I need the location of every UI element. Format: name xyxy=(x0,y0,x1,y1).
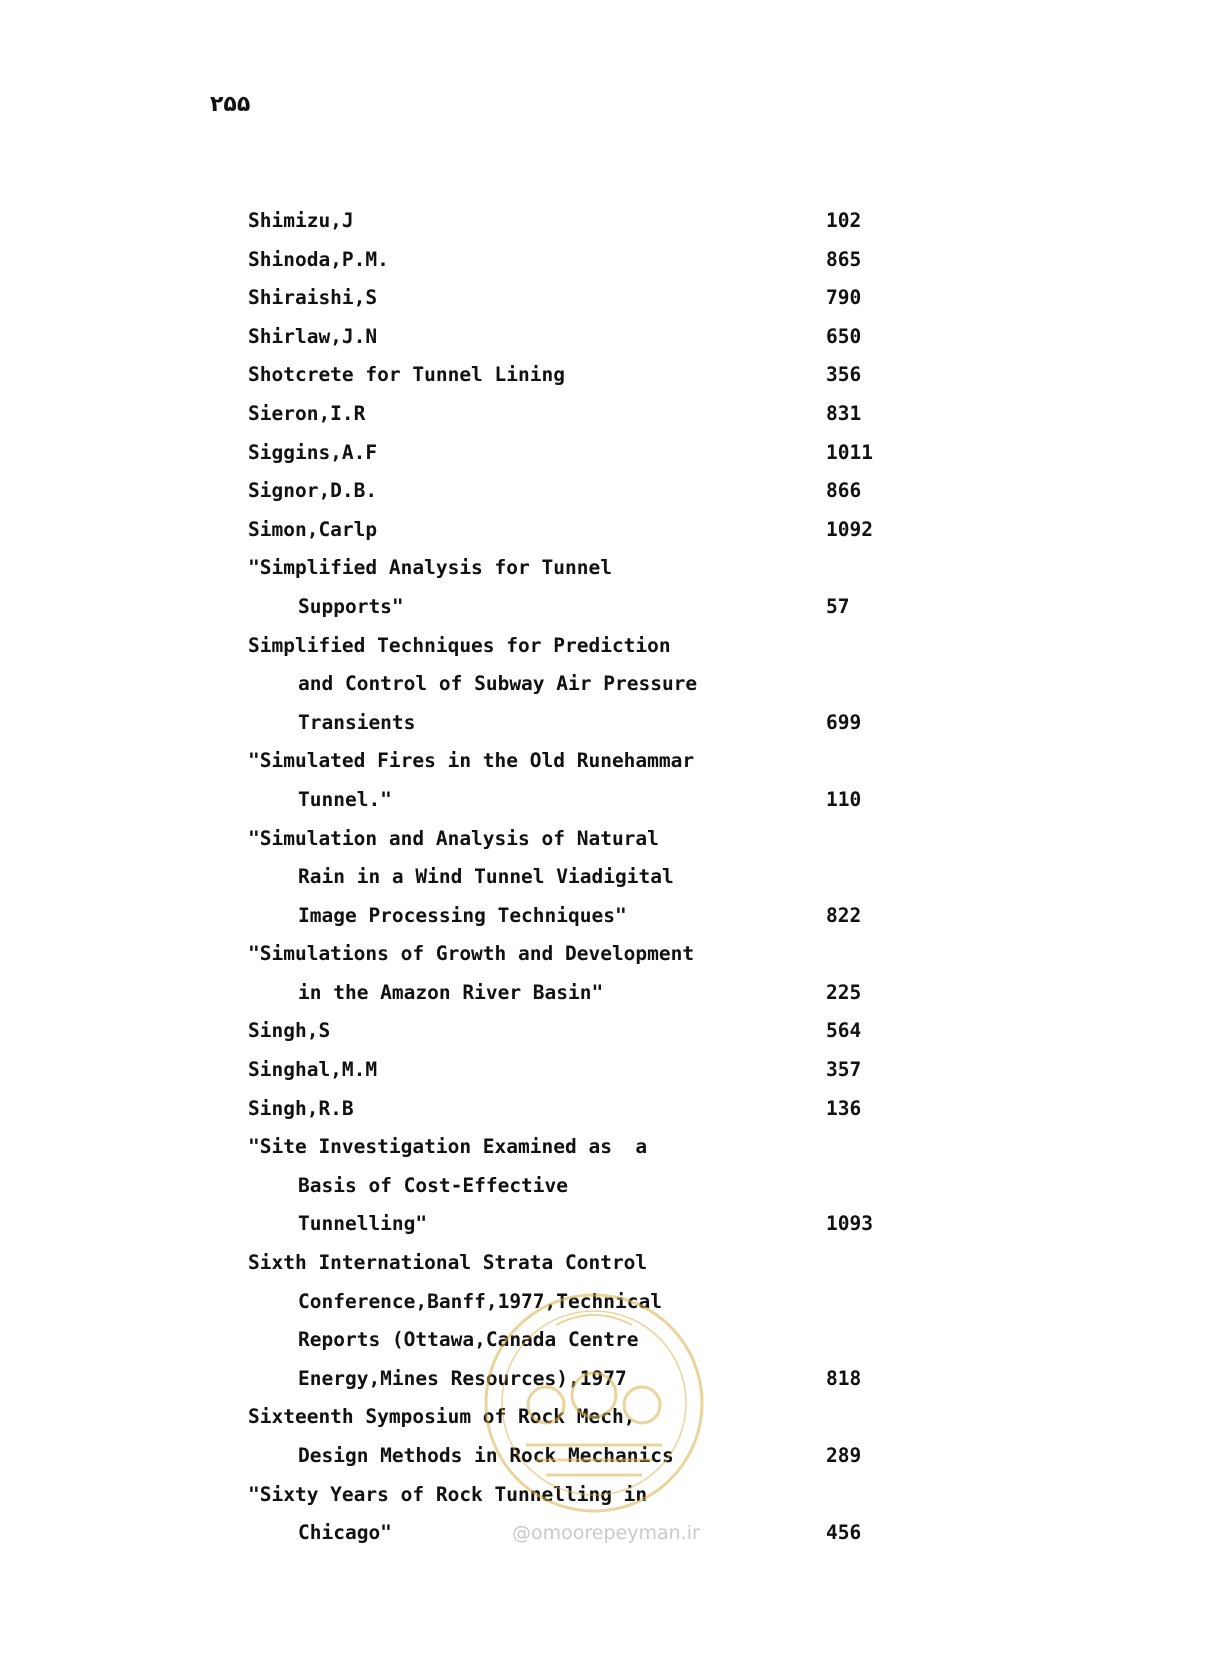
index-line xyxy=(248,781,888,820)
entry-page-number: 831 xyxy=(826,401,862,425)
entry-page-number: 650 xyxy=(826,324,862,348)
index-line xyxy=(248,665,888,704)
index-line xyxy=(248,1321,888,1360)
index-line xyxy=(248,1167,888,1206)
index-line xyxy=(248,1205,888,1244)
index-line xyxy=(248,820,888,859)
index-line xyxy=(248,1360,888,1399)
entry-page-number xyxy=(826,627,888,666)
entry-page-number xyxy=(826,1283,888,1322)
index-line xyxy=(248,1090,888,1129)
entry-text: Image Processing Techniques" xyxy=(298,903,627,927)
entry-text: Rain in a Wind Tunnel Viadigital xyxy=(298,865,674,889)
entry-text: Chicago" xyxy=(298,1521,392,1545)
index-list xyxy=(248,202,888,1553)
entry-page-number: 225 xyxy=(826,980,862,1004)
entry-page-number: 456 xyxy=(826,1521,862,1545)
entry-page-number: 866 xyxy=(826,479,862,503)
entry-page-number: 289 xyxy=(826,1444,862,1467)
index-line xyxy=(248,511,888,550)
index-line xyxy=(248,395,888,434)
index-line xyxy=(248,588,888,627)
entry-text: Sixth International Strata Control xyxy=(248,1251,648,1275)
index-line xyxy=(248,318,888,357)
entry-text: Sixteenth Symposium of Rock Mech, xyxy=(248,1405,636,1429)
entry-page-number: 356 xyxy=(826,363,862,387)
index-line xyxy=(248,897,888,936)
index-line xyxy=(248,1476,888,1515)
entry-text: Shiraishi,S xyxy=(248,286,378,310)
entry-page-number: 357 xyxy=(826,1058,862,1082)
index-line xyxy=(248,434,888,473)
entry-page-number: 1011 xyxy=(826,440,873,464)
entry-text: Siggins,A.F xyxy=(248,440,378,464)
entry-text: Reports (Ottawa,Canada Centre xyxy=(298,1328,639,1352)
index-line xyxy=(248,356,888,395)
index-line xyxy=(248,1437,888,1476)
entry-text: in the Amazon River Basin" xyxy=(298,980,604,1004)
entry-page-number xyxy=(826,820,888,859)
entry-page-number xyxy=(826,858,888,897)
index-line xyxy=(248,279,888,318)
entry-page-number xyxy=(826,1398,888,1437)
entry-text: Shinoda,P.M. xyxy=(248,247,389,271)
entry-page-number xyxy=(826,1167,888,1206)
watermark-text: @omoorepeyman.ir xyxy=(512,1522,700,1544)
index-line xyxy=(248,742,888,781)
entry-page-number: 102 xyxy=(826,209,862,232)
entry-page-number: 699 xyxy=(826,710,862,734)
entry-page-number: 1092 xyxy=(826,517,873,541)
entry-text: "Simulated Fires in the Old Runehammar xyxy=(248,749,695,773)
entry-text: "Simulation and Analysis of Natural xyxy=(248,826,659,850)
entry-text: Shotcrete for Tunnel Lining xyxy=(248,363,565,387)
entry-text: Tunnelling" xyxy=(298,1212,428,1236)
page-number: ۲۵۵ xyxy=(210,92,251,117)
entry-page-number: 865 xyxy=(826,247,862,271)
entry-text: Tunnel." xyxy=(298,787,392,811)
entry-text: "Sixty Years of Rock Tunnelling in xyxy=(248,1482,648,1506)
entry-page-number xyxy=(826,1128,888,1167)
entry-page-number: 1093 xyxy=(826,1212,873,1236)
entry-text: Conference,Banff,1977,Technical xyxy=(298,1289,662,1313)
index-line xyxy=(248,1128,888,1167)
entry-text: Singh,S xyxy=(248,1019,331,1043)
entry-page-number xyxy=(826,665,888,704)
entry-text: Shimizu,J xyxy=(248,209,354,232)
entry-page-number: 136 xyxy=(826,1096,862,1120)
entry-text: Simon,Carlp xyxy=(248,517,378,541)
entry-text: Singh,R.B xyxy=(248,1096,354,1120)
entry-text: Shirlaw,J.N xyxy=(248,324,378,348)
entry-page-number xyxy=(826,1321,888,1360)
index-line xyxy=(248,202,888,241)
index-line xyxy=(248,935,888,974)
index-line xyxy=(248,1398,888,1437)
entry-page-number xyxy=(826,1476,888,1515)
entry-text: "Site Investigation Examined as a xyxy=(248,1135,648,1159)
index-line xyxy=(248,974,888,1013)
entry-page-number: 822 xyxy=(826,903,862,927)
index-line xyxy=(248,627,888,666)
index-line xyxy=(248,472,888,511)
index-line xyxy=(248,241,888,280)
entry-text: Energy,Mines Resources),1977 xyxy=(298,1366,627,1390)
entry-text: Basis of Cost-Effective xyxy=(298,1173,569,1197)
entry-text: Sieron,I.R xyxy=(248,401,366,425)
index-line xyxy=(248,1283,888,1322)
entry-text: Signor,D.B. xyxy=(248,479,378,503)
entry-text: Singhal,M.M xyxy=(248,1058,378,1082)
entry-page-number xyxy=(826,549,888,588)
entry-page-number xyxy=(826,1244,888,1283)
entry-text: Transients xyxy=(298,710,416,734)
index-line xyxy=(248,549,888,588)
entry-page-number: 110 xyxy=(826,787,862,811)
entry-text: "Simplified Analysis for Tunnel xyxy=(248,556,612,580)
entry-page-number: 790 xyxy=(826,286,862,310)
entry-page-number xyxy=(826,742,888,781)
entry-text: Simplified Techniques for Prediction xyxy=(248,633,671,657)
entry-text: Design Methods in Rock Mechanics xyxy=(298,1444,674,1467)
index-line xyxy=(248,1051,888,1090)
entry-page-number: 564 xyxy=(826,1019,862,1043)
entry-page-number: 57 xyxy=(826,594,850,618)
entry-text: "Simulations of Growth and Development xyxy=(248,942,695,966)
index-line xyxy=(248,1244,888,1283)
entry-page-number xyxy=(826,935,888,974)
index-line xyxy=(248,704,888,743)
entry-text: Supports" xyxy=(298,594,404,618)
index-line xyxy=(248,1012,888,1051)
index-line xyxy=(248,858,888,897)
entry-text: and Control of Subway Air Pressure xyxy=(298,672,698,696)
entry-page-number: 818 xyxy=(826,1366,862,1390)
